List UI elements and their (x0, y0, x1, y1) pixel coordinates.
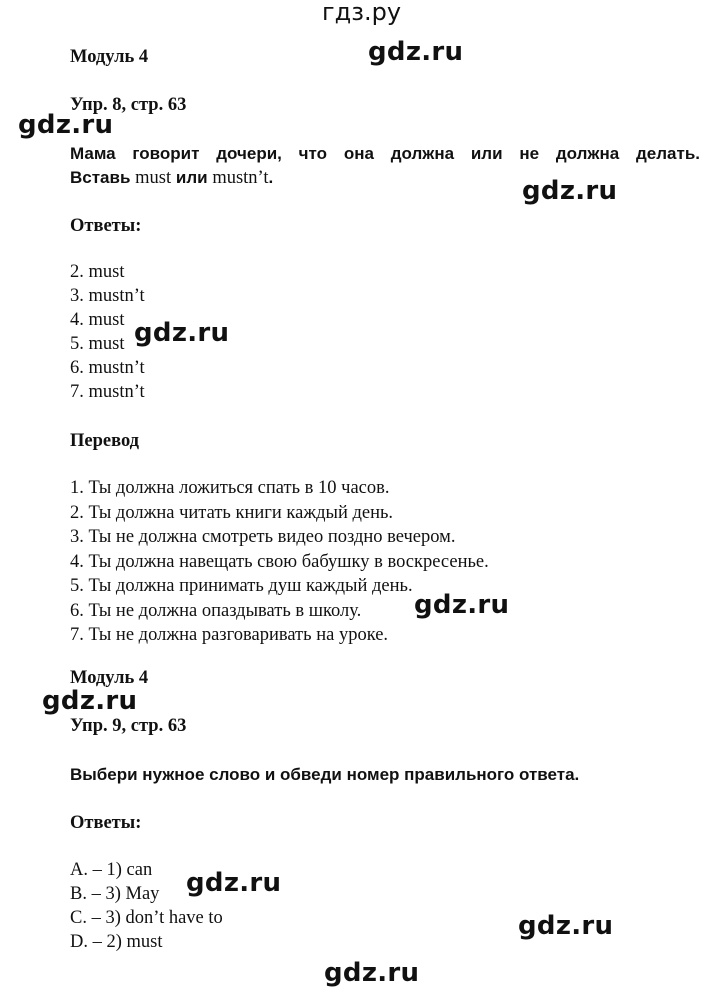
translation-item: 1. Ты должна ложиться спать в 10 часов. (70, 478, 390, 498)
exercise-title-2: Упр. 9, стр. 63 (70, 716, 187, 736)
translation-item: 2. Ты должна читать книги каждый день. (70, 502, 394, 523)
answer-item: D. – 2) must (70, 932, 163, 952)
module-title-2: Модуль 4 (70, 668, 149, 688)
translation-heading: Перевод (70, 431, 140, 451)
instruction-word: . (268, 168, 274, 187)
answer-item: 2. must (70, 262, 125, 282)
watermark: gdz.ru (42, 686, 138, 716)
answer-item: 6. mustn’t (70, 358, 145, 378)
answer-item: 3. mustn’t (70, 286, 145, 306)
translation-item: 7. Ты не должна разговаривать на уроке. (70, 625, 389, 645)
watermark: gdz.ru (414, 590, 510, 620)
translation-item: 3. Ты не должна смотреть видео поздно вечером. (70, 527, 456, 547)
module-title-1: Модуль 4 (70, 47, 149, 67)
instruction-word: mustn’t (212, 168, 269, 188)
watermark: gdz.ru (368, 37, 464, 67)
instruction-word: или (175, 168, 208, 187)
answer-item: 5. must (70, 334, 125, 354)
answer-item: B. – 3) May (70, 884, 160, 904)
answer-item: 7. mustn’t (70, 382, 145, 402)
instruction-2: Выбери нужное слово и обведи номер правильного ответа. (70, 765, 580, 784)
watermark: gdz.ru (186, 868, 282, 898)
exercise-title-1: Упр. 8, стр. 63 (70, 95, 187, 115)
watermark: gdz.ru (18, 110, 114, 140)
watermark: gdz.ru (522, 176, 618, 206)
instruction-word: must (135, 168, 172, 188)
instruction-line-2 (70, 168, 273, 189)
watermark: gdz.ru (518, 911, 614, 941)
translation-list (70, 476, 489, 648)
site-header: гдз.ру (322, 0, 402, 26)
translation-item: 6. Ты не должна опаздывать в школу. (70, 600, 362, 621)
translation-item: 5. Ты должна принимать душ каждый день. (70, 576, 413, 596)
instruction-word: Вставь (70, 168, 131, 187)
answers-heading-1: Ответы: (70, 216, 142, 236)
translation-item: 4. Ты должна навещать свою бабушку в воскресенье. (70, 551, 489, 572)
answer-item: A. – 1) can (70, 860, 153, 880)
answer-item: 4. must (70, 310, 125, 330)
watermark: gdz.ru (324, 958, 420, 988)
answers-heading-2: Ответы: (70, 813, 142, 833)
answer-item: C. – 3) don’t have to (70, 908, 223, 928)
watermark: gdz.ru (134, 318, 230, 348)
instruction-line-1: Мама говорит дочери, что она должна или не должна делать. (70, 144, 700, 163)
